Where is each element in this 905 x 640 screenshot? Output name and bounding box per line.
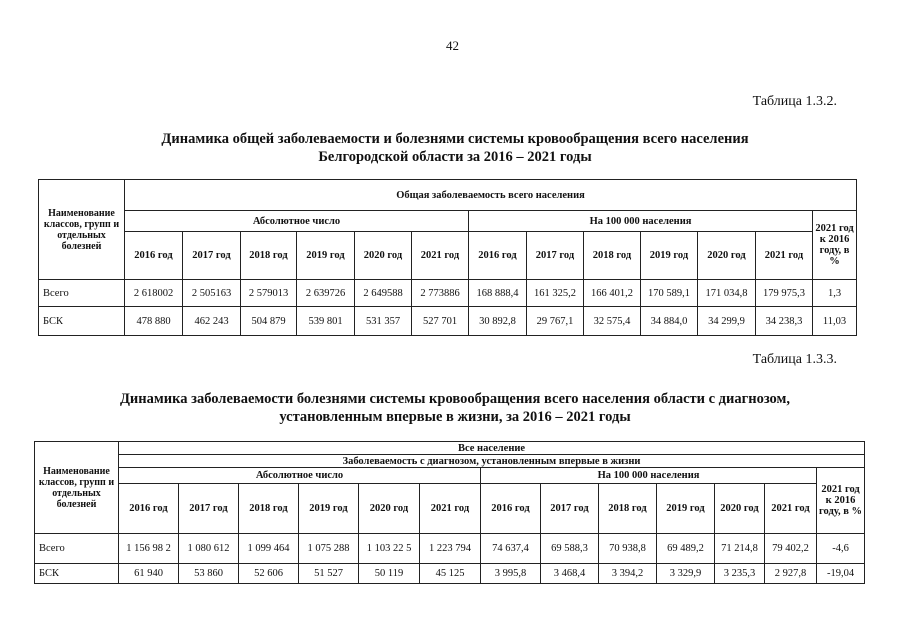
header-top-cell: Общая заболеваемость всего населения [125,180,857,211]
rate-cell: 29 767,1 [527,307,584,336]
table-2 [34,441,865,584]
year-header: 2017 год [541,484,599,534]
rate-cell: 34 238,3 [756,307,813,336]
rate-cell: 70 938,8 [599,534,657,564]
table-row [39,307,857,336]
table-title-1-line1: Динамика общей заболеваемости и болезнями системы кровообращения всего населения [161,131,749,147]
row-name: БСК [39,307,125,336]
rate-cell: 3 995,8 [481,564,541,584]
year-header: 2016 год [481,484,541,534]
table-row [39,280,857,307]
table-title-2 [60,390,850,426]
table-title-2-line2: установленным впервые в жизни, за 2016 – 2021 годы [279,409,631,425]
rate-cell: 69 489,2 [657,534,715,564]
header-change-cell: 2021 год к 2016 году, в % [817,468,865,534]
rate-cell: 30 892,8 [469,307,527,336]
change-cell: 1,3 [813,280,857,307]
table-row [35,564,865,584]
abs-cell: 478 880 [125,307,183,336]
row-name: Всего [35,534,119,564]
abs-cell: 53 860 [179,564,239,584]
year-header: 2018 год [241,232,297,280]
abs-cell: 1 156 98 2 [119,534,179,564]
rate-cell: 170 589,1 [641,280,698,307]
year-header: 2019 год [641,232,698,280]
abs-cell: 1 075 288 [299,534,359,564]
abs-cell: 51 527 [299,564,359,584]
table-label-2: Таблица 1.3.3. [752,352,837,367]
page-number: 42 [446,38,459,53]
rate-cell: 3 235,3 [715,564,765,584]
header-change-cell: 2021 год к 2016 году, в % [813,211,857,280]
abs-cell: 531 357 [355,307,412,336]
year-header: 2017 год [527,232,584,280]
change-cell: -4,6 [817,534,865,564]
year-header: 2020 год [355,232,412,280]
header-name-cell: Наименование классов, групп и отдельных болезней [39,180,125,280]
abs-cell: 462 243 [183,307,241,336]
year-header: 2021 год [412,232,469,280]
year-header: 2020 год [359,484,420,534]
year-header: 2019 год [297,232,355,280]
abs-cell: 2 618002 [125,280,183,307]
abs-cell: 1 103 22 5 [359,534,420,564]
year-header: 2018 год [239,484,299,534]
year-header: 2017 год [183,232,241,280]
rate-cell: 179 975,3 [756,280,813,307]
year-header: 2019 год [299,484,359,534]
rate-cell: 168 888,4 [469,280,527,307]
abs-cell: 45 125 [420,564,481,584]
header-name-cell: Наименование классов, групп и отдельных болезней [35,442,119,534]
row-name: Всего [39,280,125,307]
rate-cell: 2 927,8 [765,564,817,584]
abs-cell: 2 649588 [355,280,412,307]
header-sub-cell: Заболеваемость с диагнозом, установленным впервые в жизни [119,455,865,468]
abs-cell: 504 879 [241,307,297,336]
table-1 [38,179,857,336]
header-top-cell: Все население [119,442,865,455]
year-header: 2016 год [125,232,183,280]
rate-cell: 3 468,4 [541,564,599,584]
year-header: 2017 год [179,484,239,534]
header-rate-cell: На 100 000 населения [469,211,813,232]
row-name: БСК [35,564,119,584]
rate-cell: 79 402,2 [765,534,817,564]
abs-cell: 539 801 [297,307,355,336]
abs-cell: 2 773886 [412,280,469,307]
table-label-1: Таблица 1.3.2. [752,94,837,109]
rate-cell: 74 637,4 [481,534,541,564]
table-title-1-line2: Белгородской области за 2016 – 2021 годы [318,149,592,165]
abs-cell: 527 701 [412,307,469,336]
year-header: 2016 год [469,232,527,280]
year-header: 2016 год [119,484,179,534]
abs-cell: 2 639726 [297,280,355,307]
rate-cell: 69 588,3 [541,534,599,564]
table-title-2-line1: Динамика заболеваемости болезнями системы кровообращения всего населения области с диагнозом, [119,391,791,407]
rate-cell: 3 394,2 [599,564,657,584]
abs-cell: 61 940 [119,564,179,584]
abs-cell: 1 223 794 [420,534,481,564]
year-header: 2018 год [584,232,641,280]
rate-cell: 71 214,8 [715,534,765,564]
header-abs-cell: Абсолютное число [125,211,469,232]
table-row [35,534,865,564]
abs-cell: 1 080 612 [179,534,239,564]
year-header: 2021 год [756,232,813,280]
rate-cell: 34 884,0 [641,307,698,336]
abs-cell: 2 579013 [241,280,297,307]
header-rate-cell: На 100 000 населения [481,468,817,484]
table-title-1 [60,130,850,166]
abs-cell: 50 119 [359,564,420,584]
rate-cell: 161 325,2 [527,280,584,307]
year-header: 2021 год [765,484,817,534]
rate-cell: 34 299,9 [698,307,756,336]
year-header: 2020 год [715,484,765,534]
rate-cell: 32 575,4 [584,307,641,336]
rate-cell: 3 329,9 [657,564,715,584]
year-header: 2019 год [657,484,715,534]
year-header: 2021 год [420,484,481,534]
header-abs-cell: Абсолютное число [119,468,481,484]
change-cell: 11,03 [813,307,857,336]
change-cell: -19,04 [817,564,865,584]
rate-cell: 171 034,8 [698,280,756,307]
abs-cell: 2 505163 [183,280,241,307]
abs-cell: 52 606 [239,564,299,584]
year-header: 2018 год [599,484,657,534]
rate-cell: 166 401,2 [584,280,641,307]
abs-cell: 1 099 464 [239,534,299,564]
year-header: 2020 год [698,232,756,280]
